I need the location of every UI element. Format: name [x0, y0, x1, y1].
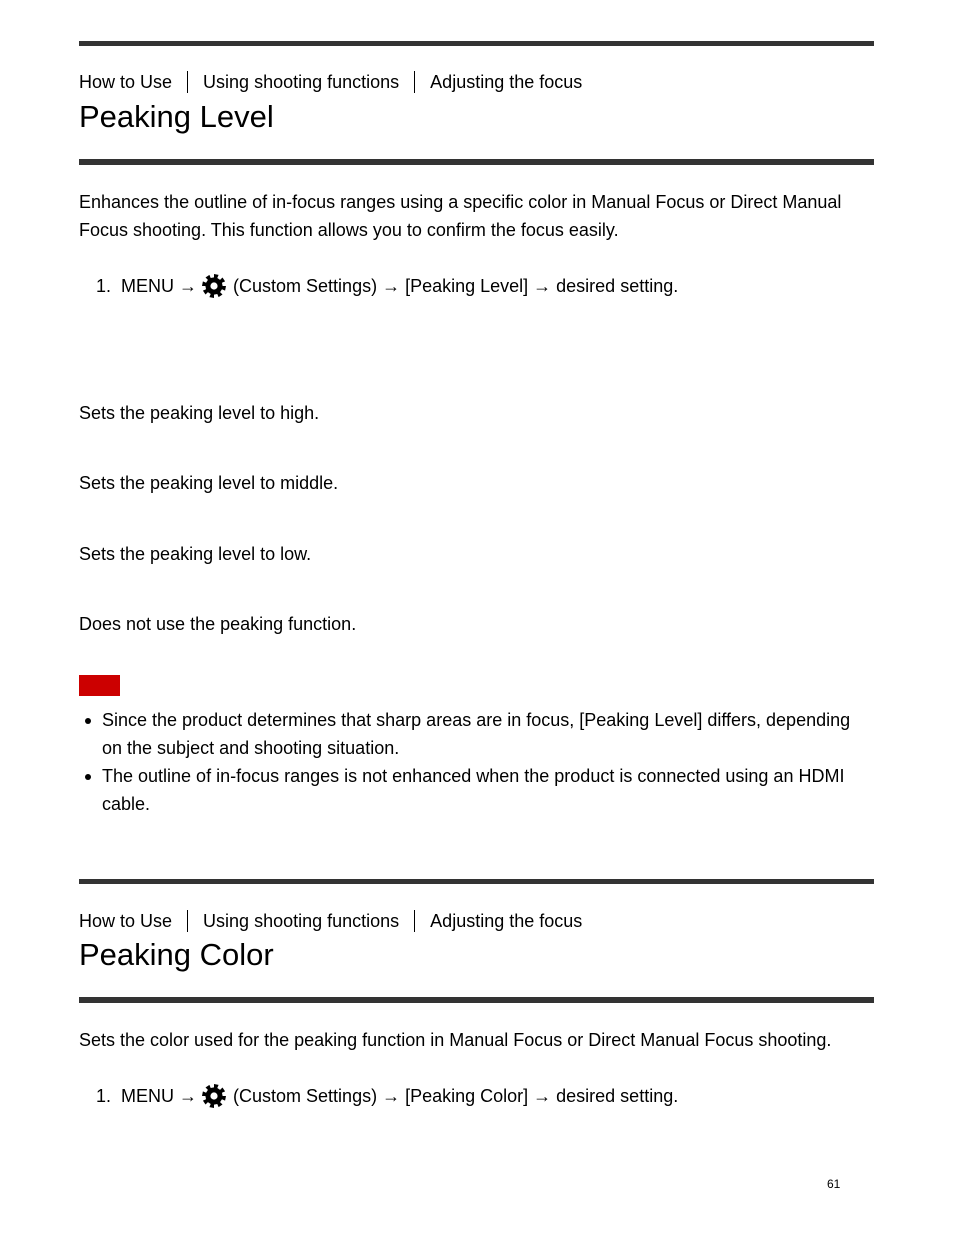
gear-hole: [210, 282, 217, 289]
step-menu-text: MENU →: [121, 1086, 198, 1106]
step-number: 1.: [96, 276, 112, 296]
step-number: 1.: [96, 1086, 112, 1106]
step-item: [96, 272, 678, 300]
breadcrumb: [79, 71, 597, 93]
breadcrumb-item-how-to-use[interactable]: How to Use: [79, 911, 173, 931]
page-title: Peaking Color: [79, 937, 274, 972]
step-item: [96, 1082, 678, 1110]
section-top-rule: [79, 879, 874, 884]
breadcrumb: [79, 910, 597, 932]
step-setting-text: (Custom Settings) → [Peaking Color] → desired setting.: [233, 1086, 679, 1106]
intro-paragraph: Enhances the outline of in-focus ranges using a specific color in Manual Focus or Direct Manual Focus shooting. This function allows you to confirm the focus easily.: [79, 192, 842, 240]
page-number: 61: [827, 1177, 841, 1191]
breadcrumb-item-adjusting-focus[interactable]: Adjusting the focus: [414, 910, 597, 932]
option-description-mid: Sets the peaking level to middle.: [79, 473, 339, 493]
option-description-low: Sets the peaking level to low.: [79, 544, 312, 564]
note-list: [79, 706, 859, 818]
note-item: Since the product determines that sharp areas are in focus, [Peaking Level] differs, depending on the subject and shooting situation.: [79, 706, 859, 762]
section-top-rule: [79, 41, 874, 46]
breadcrumb-item-how-to-use[interactable]: How to Use: [79, 72, 173, 92]
option-description-high: Sets the peaking level to high.: [79, 403, 320, 423]
gear-hole: [210, 1092, 217, 1099]
gear-icon: [201, 273, 227, 299]
step-menu-text: MENU →: [121, 276, 198, 296]
intro-paragraph: Sets the color used for the peaking function in Manual Focus or Direct Manual Focus shooting.: [79, 1030, 832, 1050]
option-description-off: Does not use the peaking function.: [79, 614, 357, 634]
page-title: Peaking Level: [79, 99, 274, 134]
step-setting-text: (Custom Settings) → [Peaking Level] → desired setting.: [233, 276, 679, 296]
breadcrumb-item-shooting-functions[interactable]: Using shooting functions: [187, 71, 414, 93]
section-bottom-rule: [79, 997, 874, 1003]
section-bottom-rule: [79, 159, 874, 165]
breadcrumb-item-adjusting-focus[interactable]: Adjusting the focus: [414, 71, 597, 93]
breadcrumb-item-shooting-functions[interactable]: Using shooting functions: [187, 910, 414, 932]
gear-icon: [201, 1083, 227, 1109]
note-item: The outline of in-focus ranges is not enhanced when the product is connected using an HDMI cable.: [79, 762, 859, 818]
note-badge: [79, 675, 120, 696]
